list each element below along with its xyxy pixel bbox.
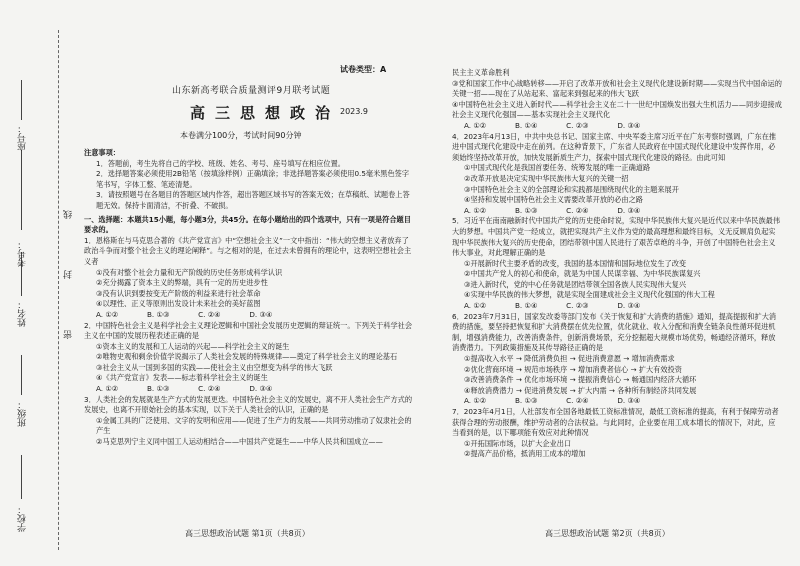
question-option: ②充分揭露了资本主义的弊端，具有一定的历史进步性 — [96, 278, 268, 288]
question-stem: 7．2023年4月1日，人社部发布全国各地最低工资标准情况，最低工资标准的提高，有利于保障劳动者获得合理的劳动报酬，维护劳动者的合法权益。与此同时，企业要在用工成本增长的情况下，对此，应当看到的是，以下哪项能有效应对此种情况 — [452, 407, 779, 438]
class-label: 班级： — [18, 400, 28, 427]
question-option: ②唯物史观和剩余价值学说揭示了人类社会发展的特殊规律——奠定了科学社会主义的理论基石 — [96, 352, 398, 362]
seal-char-3: 线 — [64, 210, 74, 219]
question-stem: 2．中国特色社会主义是科学社会主义理论逻辑和中国社会发展历史逻辑的辩证统一。下列关于科学社会主义在中国的发展历程表述正确的是 — [84, 320, 413, 341]
question-stem: 5．习近平在南南融新时代中国共产党的历史使命时说，实现中华民族伟大复兴是近代以来中华民族最伟大的梦想。中国共产党一经成立，就把实现共产主义作为党的最高理想和最终目标，义无反顾肩负起实现中华民族伟大复兴的历史使命，团结带领中国人民进行了艰苦卓绝的斗争，开创了中国特色社会主义伟大事业，对此理解正确的是 — [452, 216, 781, 258]
text-line: 民主主义革命胜利 — [452, 68, 510, 77]
question-option: ③进入新时代，党的中心任务就是团结带领全国各族人民实现伟大复兴 — [464, 279, 687, 289]
left-column — [84, 148, 414, 448]
question-stem: 4．2023年4月13日，中共中央总书记、国家主席、中央军委主席习近平在广东考察时强调，广东在推进中国式现代化建设中走在前列。在这种背景下，广东省人民政府在中国式现代化建设中发挥作用，必须始终坚持改革开放，加快发展新质生产力，探索中国式现代化建设的路径。由此可知 — [452, 131, 777, 162]
question-option: ③中国特色社会主义的全部理论和实践都是围绕现代化的主题来展开 — [464, 184, 679, 194]
seal-char-2: 封 — [64, 270, 74, 279]
notes-title: 注意事项： — [84, 148, 120, 157]
page-footer-right: 高三思想政治试题 第2页（共8页） — [545, 529, 670, 538]
question-option: ②改革开放是决定实现中华民族伟大复兴的关键一招 — [464, 173, 629, 183]
note-item: 1．答题前，考生先将自己的学校、班级、姓名、考号、座号填写在相应位置。 — [96, 158, 345, 168]
question-option: ②优化营商环境 → 规范市场秩序 → 增加消费者信心 → 扩大有效投资 — [464, 364, 682, 374]
seal-line — [58, 30, 59, 550]
question-option: ②马克思列宁主义同中国工人运动相结合——中国共产党诞生——中华人民共和国成立—— — [96, 437, 383, 447]
page-footer-left: 高三思想政治试题 第1页（共8页） — [185, 529, 310, 538]
binding-margin — [0, 0, 76, 566]
question-option: ②提高产品价格，抵消用工成本的增加 — [464, 449, 586, 459]
question-option: ①开拓国际市场，以扩大企业出口 — [464, 438, 572, 448]
question-option: ④实现中华民族的伟大梦想，就是实现全面建成社会主义现代化强国的伟大工程 — [464, 290, 715, 300]
question-stem: 1．恩格斯在与马克思合著的《共产党宣言》中“空想社会主义”一文中指出：“伟大的空想主义者放弃了政治斗争而对整个社会主义的理论阐释”。与之相对的是，在过去未曾拥有的理论中，这表明空想社会主义者 — [84, 235, 412, 266]
question-option: ①中国式现代化是我国首要任务、统筹发展的唯一正确道路 — [464, 163, 651, 173]
question-option: ①没有对整个社会力量和无产阶级的历史任务形成科学认识 — [96, 267, 283, 277]
question-stem: 6．2023年7月31日，国家发改委等部门发布《关于恢复和扩大消费的措施》通知，提高提振和扩大消费的措施，要坚持把恢复和扩大消费摆在优先位置，优化就业、收入分配和消费全链条良性循环促进机制，增强消费能力，改善消费条件，创新消费场景，充分挖掘超大规模市场优势，畅通经济循环，释放消费潜力。下列政策措施及其传导路径正确的是 — [452, 311, 777, 353]
exam-date: 2023.9 — [340, 107, 368, 116]
seal-char-1: 密 — [64, 330, 74, 339]
right-column — [452, 68, 782, 460]
name-label: 姓名： — [18, 300, 28, 327]
exam-no-blank[interactable] — [21, 150, 22, 230]
text-line: ③党和国家工作中心战略转移——开启了改革开放和社会主义现代化建设新时期——实现当代中国命运的关键一招——现在了从站起来、富起来到强起来的伟大飞跃 — [452, 78, 782, 99]
answer-choices: A. ①② B. ①③ C. ②④ D. ③④ — [464, 396, 641, 406]
section-title: 一、选择题：本题共15小题，每小题3分，共45分。在每小题给出的四个选项中，只有一项是符合题目要求的。 — [84, 214, 411, 235]
question-option: ④坚持和发展中国特色社会主义需要改革开放的必由之路 — [464, 195, 643, 205]
page-title: 高三思想政治 — [190, 104, 341, 122]
school-blank[interactable] — [21, 455, 22, 499]
exam-type: 试卷类型：A — [340, 65, 387, 74]
question-option: ④《共产党宣言》发表——标志着科学社会主义的诞生 — [96, 373, 268, 383]
exam-no-label: 考号： — [18, 240, 28, 267]
question-option: ①资本主义的发展和工人运动的兴起——科学社会主义的诞生 — [96, 341, 290, 351]
class-blank[interactable] — [21, 355, 22, 395]
question-option: ①开展新时代主要矛盾的改变，我国的基本国情和国际地位发生了改变 — [464, 258, 687, 268]
question-option: ③没有认识到要按变无产阶级的利益来进行社会革命 — [96, 288, 261, 298]
score-time: 本卷满分100分，考试时间90分钟 — [180, 131, 302, 140]
answer-choices: A. ①② B. ①④ C. ②③ D. ③④ — [464, 120, 641, 130]
note-item: 3．请按照题号在各题目的答题区域内作答，超出答题区域书写的答案无效；在草稿纸、试题卷上答题无效。保持卡面清洁，不折叠、不破损。 — [96, 190, 410, 210]
note-item: 2．选择题答案必须使用2B铅笔（按填涂样例）正确填涂；非选择题答案必须使用0.5毫米黑色签字笔书写，字体工整、笔迹清楚。 — [96, 169, 410, 189]
school-label: 学校： — [18, 505, 28, 532]
question-option: ③社会主义从一国到多国的实践——使社会主义由空想变为科学的伟大飞跃 — [96, 362, 333, 372]
question-option: ③改善消费条件 → 优化市场环境 → 提振消费信心 → 畅通国内经济大循环 — [464, 375, 697, 385]
answer-choices: A. ①② B. ①③ C. ②④ D. ③④ — [96, 384, 273, 394]
seat-label: 座号： — [18, 124, 28, 151]
text-line: ④中国特色社会主义进入新时代——科学社会主义在二十一世纪中国焕发出强大生机活力——同步迎接成社会主义现代化强国——基本实现社会主义现代化 — [452, 99, 782, 120]
answer-choices: A. ①② B. ①③ C. ②④ D. ③④ — [464, 205, 641, 215]
question-option: ②中国共产党人的初心和使命，就是为中国人民谋幸福、为中华民族谋复兴 — [464, 269, 701, 279]
question-option: ④以理性、正义等原则出发设计未来社会的美好蓝图 — [96, 299, 261, 309]
question-stem: 3．人类社会的发展就是生产方式的发展更迭。中国特色社会主义的发展史，离不开人类社会生产方式的发展史，也离不开原始社会的基本实现，以下关于人类社会的认识，正确的是 — [84, 394, 413, 415]
question-option: ④释放消费潜力 → 促进消费发展 → 扩大内需 → 各种所有制经济共同发展 — [464, 385, 697, 395]
question-option: ①金属工具的广泛使用、文字的发明和应用——促进了生产力的发展——共同劳动推动了奴隶社会的产生 — [96, 415, 412, 436]
answer-choices: A. ①② B. ①④ C. ②③ D. ③④ — [464, 301, 641, 311]
exam-name: 山东新高考联合质量测评9月联考试题 — [172, 86, 331, 96]
answer-choices: A. ①② B. ①③ C. ②④ D. ③④ — [96, 309, 273, 319]
question-option: ①提高收入水平 → 降低消费负担 → 促进消费意愿 → 增加消费需求 — [464, 354, 675, 364]
seat-blank[interactable] — [21, 80, 22, 120]
